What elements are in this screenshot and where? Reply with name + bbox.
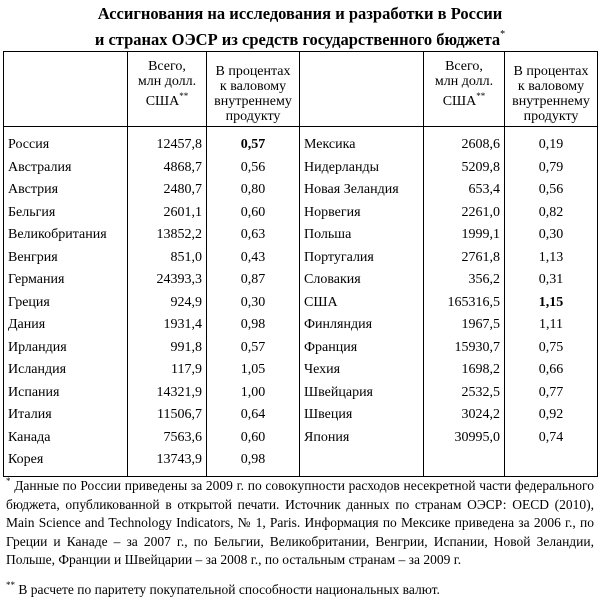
header-pct-line2: к валовому	[219, 79, 287, 94]
pct-cell-right: 0,74	[505, 427, 598, 450]
pct-cell-right: 0,79	[505, 157, 598, 180]
header-pct-line4: продукту	[225, 109, 281, 124]
document-title	[0, 0, 600, 50]
country-cell-right: США	[300, 292, 424, 315]
country-cell-right: Чехия	[300, 359, 424, 382]
table-body	[4, 127, 598, 477]
country-cell-left: Австрия	[4, 179, 128, 202]
table-row	[4, 337, 598, 360]
pct-cell-right: 1,15	[505, 292, 598, 315]
pct-cell-right: 0,75	[505, 337, 598, 360]
header-total-line1: Всего,	[445, 59, 483, 74]
pct-cell-left: 0,87	[207, 269, 300, 292]
header-pct-line1: В процентах	[215, 64, 291, 79]
total-cell-left: 13743,9	[128, 449, 207, 476]
country-cell-left: Греция	[4, 292, 128, 315]
table-row	[4, 314, 598, 337]
total-cell-left: 7563,6	[128, 427, 207, 450]
pct-cell-left: 0,98	[207, 449, 300, 476]
table-row	[4, 382, 598, 405]
header-pct-line2: к валовому	[517, 79, 585, 94]
total-cell-right: 356,2	[424, 269, 505, 292]
header-total-mark: **	[179, 91, 189, 101]
total-cell-left: 2601,1	[128, 202, 207, 225]
header-total-line2: млн долл.	[434, 74, 494, 89]
header-pct-right	[505, 52, 598, 127]
pct-cell-left: 0,80	[207, 179, 300, 202]
pct-cell-left: 0,60	[207, 427, 300, 450]
pct-cell-left: 0,57	[207, 337, 300, 360]
header-country-right	[300, 52, 424, 127]
header-pct-line1: В процентах	[513, 64, 589, 79]
footnotes	[6, 472, 594, 599]
country-cell-right: Финляндия	[300, 314, 424, 337]
country-cell-left: Россия	[4, 127, 128, 157]
total-cell-left: 14321,9	[128, 382, 207, 405]
country-cell-right: Нидерланды	[300, 157, 424, 180]
pct-cell-left: 0,43	[207, 247, 300, 270]
country-cell-right: Мексика	[300, 127, 424, 157]
footnote-1	[6, 472, 594, 570]
pct-cell-right: 1,11	[505, 314, 598, 337]
total-cell-right: 5209,8	[424, 157, 505, 180]
title-line-1: Ассигнования на исследования и разработки в России	[97, 4, 503, 23]
header-total-line3: США	[442, 94, 477, 109]
country-cell-left: Бельгия	[4, 202, 128, 225]
pct-cell-left: 0,57	[207, 127, 300, 157]
table-row	[4, 404, 598, 427]
total-cell-right: 3024,2	[424, 404, 505, 427]
header-total-mark: **	[476, 91, 486, 101]
table-row	[4, 427, 598, 450]
footnote-2-mark: **	[6, 579, 15, 590]
pct-cell-right: 0,30	[505, 224, 598, 247]
country-cell-left: Австралия	[4, 157, 128, 180]
total-cell-left: 851,0	[128, 247, 207, 270]
header-pct-line4: продукту	[523, 109, 579, 124]
table-row	[4, 157, 598, 180]
header-total-right	[424, 52, 505, 127]
table-row	[4, 359, 598, 382]
country-cell-right: Новая Зеландия	[300, 179, 424, 202]
country-cell-left: Исландия	[4, 359, 128, 382]
country-cell-right: Словакия	[300, 269, 424, 292]
pct-cell-right: 0,19	[505, 127, 598, 157]
table-row	[4, 224, 598, 247]
pct-cell-left: 1,05	[207, 359, 300, 382]
country-cell-right: Польша	[300, 224, 424, 247]
header-total-line1: Всего,	[148, 59, 186, 74]
header-pct-line3: внутреннему	[214, 94, 292, 109]
country-cell-left: Испания	[4, 382, 128, 405]
pct-cell-right: 0,92	[505, 404, 598, 427]
title-line-2: и странах ОЭСР из средств государственного бюджета	[94, 30, 501, 49]
pct-cell-left: 1,00	[207, 382, 300, 405]
total-cell-left: 24393,3	[128, 269, 207, 292]
country-cell-right: Португалия	[300, 247, 424, 270]
pct-cell-right: 0,82	[505, 202, 598, 225]
total-cell-left: 991,8	[128, 337, 207, 360]
total-cell-left: 11506,7	[128, 404, 207, 427]
country-cell-right: Япония	[300, 427, 424, 450]
pct-cell-right: 0,56	[505, 179, 598, 202]
total-cell-left: 13852,2	[128, 224, 207, 247]
table-row	[4, 292, 598, 315]
total-cell-right: 1967,5	[424, 314, 505, 337]
country-cell-left: Корея	[4, 449, 128, 476]
country-cell-right: Швеция	[300, 404, 424, 427]
total-cell-right: 653,4	[424, 179, 505, 202]
header-total-line3: США	[145, 94, 180, 109]
total-cell-right: 2261,0	[424, 202, 505, 225]
country-cell-left: Дания	[4, 314, 128, 337]
pct-cell-left: 0,56	[207, 157, 300, 180]
table-row	[4, 179, 598, 202]
header-pct-left	[207, 52, 300, 127]
total-cell-right: 30995,0	[424, 427, 505, 450]
header-total-line2: млн долл.	[137, 74, 197, 89]
total-cell-left: 2480,7	[128, 179, 207, 202]
pct-cell-left: 0,98	[207, 314, 300, 337]
country-cell-left: Италия	[4, 404, 128, 427]
table-header-row	[4, 52, 598, 127]
appropriations-table	[3, 51, 598, 477]
total-cell-left: 924,9	[128, 292, 207, 315]
country-cell-left: Германия	[4, 269, 128, 292]
pct-cell-left: 0,30	[207, 292, 300, 315]
footnote-1-mark: *	[6, 476, 11, 486]
pct-cell-left: 0,64	[207, 404, 300, 427]
total-cell-right: 165316,5	[424, 292, 505, 315]
pct-cell-right: 0,66	[505, 359, 598, 382]
pct-cell-right: 0,31	[505, 269, 598, 292]
total-cell-right: 2532,5	[424, 382, 505, 405]
pct-cell-left: 0,63	[207, 224, 300, 247]
country-cell-left: Ирландия	[4, 337, 128, 360]
country-cell-left: Канада	[4, 427, 128, 450]
country-cell-right: Швейцария	[300, 382, 424, 405]
footnote-2-text: В расчете по паритету покупательной способности национальных валют.	[18, 581, 440, 597]
country-cell-left: Великобритания	[4, 224, 128, 247]
total-cell-left: 1931,4	[128, 314, 207, 337]
title-footnote-mark: *	[500, 29, 506, 40]
total-cell-right: 2608,6	[424, 127, 505, 157]
total-cell-right: 1999,1	[424, 224, 505, 247]
country-cell-right: Норвегия	[300, 202, 424, 225]
total-cell-left: 12457,8	[128, 127, 207, 157]
table-row	[4, 247, 598, 270]
table-row	[4, 202, 598, 225]
total-cell-right: 1698,2	[424, 359, 505, 382]
pct-cell-left: 0,60	[207, 202, 300, 225]
pct-cell-right: 0,77	[505, 382, 598, 405]
footnote-1-text: Данные по России приведены за 2009 г. по совокупности расходов несекретной части федерального бюджета, опубликованной в открытой печати. Источник данных по странам ОЭСР: OECD (2010), Main Science and Technology Indicators, № 1, Paris. Информация по Мексике приведена за 2006 г., по Греции и Канаде – за 2007 г., по Бельгии, Великобритании, Венгрии, Испании, Новой Зеландии, Польше, Франции и Швейцарии – за 2008 г., по остальным странам – за 2009 г.	[6, 478, 595, 567]
total-cell-right: 2761,8	[424, 247, 505, 270]
header-country-left	[4, 52, 128, 127]
total-cell-right: 15930,7	[424, 337, 505, 360]
table-row	[4, 269, 598, 292]
total-cell-left: 117,9	[128, 359, 207, 382]
country-cell-left: Венгрия	[4, 247, 128, 270]
pct-cell-right: 1,13	[505, 247, 598, 270]
header-pct-line3: внутреннему	[512, 94, 590, 109]
footnote-2	[6, 576, 594, 600]
country-cell-right: Франция	[300, 337, 424, 360]
header-total-left	[128, 52, 207, 127]
table-row	[4, 127, 598, 157]
total-cell-left: 4868,7	[128, 157, 207, 180]
